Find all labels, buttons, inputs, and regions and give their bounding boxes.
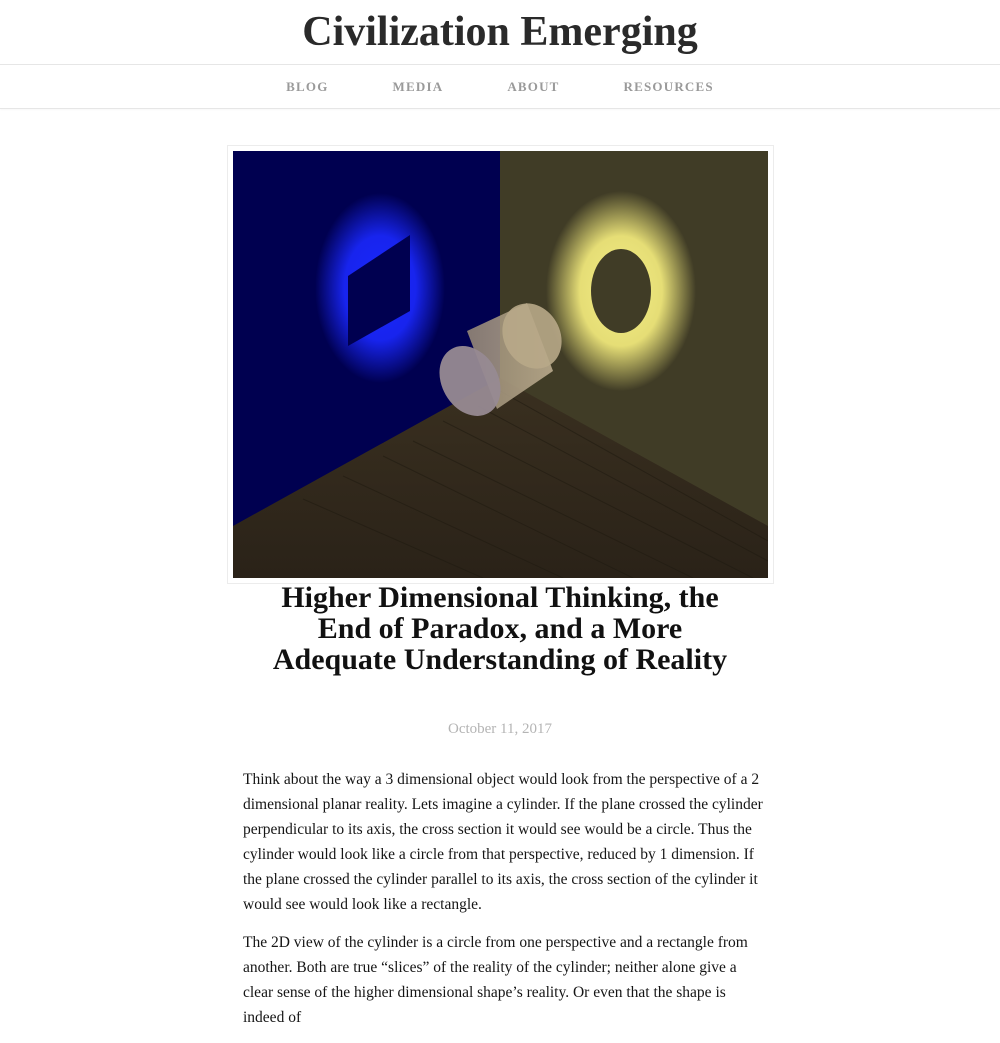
featured-image: [233, 151, 768, 578]
post-date: October 11, 2017: [447, 721, 552, 737]
nav-about-link[interactable]: ABOUT: [507, 78, 560, 94]
post-paragraph: The 2D view of the cylinder is a circle from one perspective and a rectangle from another. Both are true “slices” of the reality of the cylinder; neither alone give a clear sense of the higher dimensional shape’s reality. Or even that the shape is indeed of: [243, 934, 748, 1026]
nav-blog-link[interactable]: BLOG: [286, 78, 329, 94]
post-title[interactable]: Higher Dimensional Thinking, the End of Paradox, and a More Adequate Understanding of Reality: [272, 581, 728, 676]
nav-media-link[interactable]: MEDIA: [392, 78, 444, 94]
main-nav: [0, 65, 1000, 109]
nav-resources-link[interactable]: RESOURCES: [623, 78, 714, 94]
post-paragraph: Think about the way a 3 dimensional object would look from the perspective of a 2 dimensional planar reality. Lets imagine a cylinder. If the plane crossed the cylinder perpendicular to its axis, the cross section it would see would be a circle. Thus the cylinder would look like a circle from that perspective, reduced by 1 dimension. If the plane crossed the cylinder parallel to its axis, the cross section of the cylinder it would see would look like a rectangle.: [243, 771, 763, 913]
site-title[interactable]: Civilization Emerging: [302, 9, 698, 55]
post-body: [243, 767, 763, 1043]
featured-image-frame: [227, 145, 774, 584]
site-header: [0, 0, 1000, 65]
